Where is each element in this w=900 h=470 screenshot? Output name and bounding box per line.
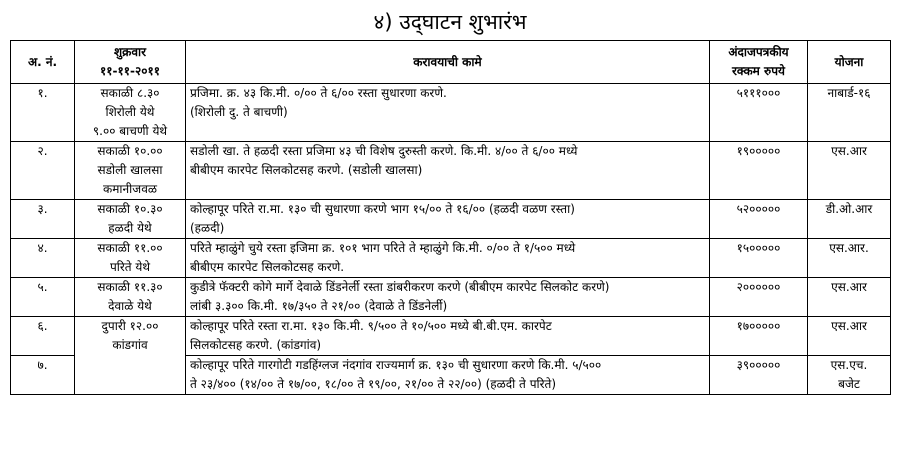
header-date bbox=[75, 41, 186, 84]
cell-amount: ५२००००० bbox=[710, 200, 808, 239]
header-date-value: ११-११-२०११ bbox=[100, 64, 160, 78]
cell-work: प्रजिमा. क्र. ४३ कि.मी. ०/०० ते ६/०० रस्ता सुधारणा करणे. (शिरोली दु. ते बाचणी) bbox=[186, 84, 710, 142]
cell-serial: ६. bbox=[11, 317, 75, 356]
cell-work: कुडीत्रे फॅक्टरी कोगे मार्गे देवाळे डिंडनेर्ली रस्ता डांबरीकरण करणे (बीबीएम कारपेट सिलकोट करणे) लांबी ३.३०० कि.मी. १७/३५० ते २१/०० (देवाळे ते डिंडनेर्ली) bbox=[186, 278, 710, 317]
cell-amount: १९००००० bbox=[710, 142, 808, 200]
cell-work: कोल्हापूर परिते रस्ता रा.मा. १३० कि.मी. ९/५०० ते १०/५०० मध्ये बी.बी.एम. कारपेट सिलकोटसह करणे. (कांडगांव) bbox=[186, 317, 710, 356]
works-table bbox=[10, 40, 891, 395]
cell-work: कोल्हापूर परिते रा.मा. १३० ची सुधारणा करणे भाग १५/०० ते १६/०० (हळदी वळण रस्ता) (हळदी) bbox=[186, 200, 710, 239]
cell-time: सकाळी ८.३० शिरोली येथे ९.०० बाचणी येथे bbox=[75, 84, 186, 142]
cell-work: परिते म्हाळुंगे चुये रस्ता इजिमा क्र. १०१ भाग परिते ते म्हाळुंगे कि.मी. ०/०० ते १/५०० मध्ये बीबीएम कारपेट सिलकोटसह करणे. bbox=[186, 239, 710, 278]
cell-scheme: एस.आर. bbox=[808, 239, 891, 278]
table-header-row bbox=[11, 41, 891, 84]
table-row bbox=[11, 239, 891, 278]
table-row bbox=[11, 278, 891, 317]
cell-time: सकाळी ११.०० परिते येथे bbox=[75, 239, 186, 278]
table-row bbox=[11, 200, 891, 239]
cell-scheme: नाबार्ड-१६ bbox=[808, 84, 891, 142]
table-row bbox=[11, 142, 891, 200]
cell-time-merged: दुपारी १२.०० कांडगांव bbox=[75, 317, 186, 395]
cell-serial: ५. bbox=[11, 278, 75, 317]
cell-time: सकाळी १०.३० हळदी येथे bbox=[75, 200, 186, 239]
header-serial: अ. नं. bbox=[11, 41, 75, 84]
cell-serial: ७. bbox=[11, 356, 75, 395]
cell-amount: ३९००००० bbox=[710, 356, 808, 395]
cell-serial: २. bbox=[11, 142, 75, 200]
cell-scheme: एस.आर bbox=[808, 142, 891, 200]
cell-scheme: एस.एच. बजेट bbox=[808, 356, 891, 395]
header-scheme: योजना bbox=[808, 41, 891, 84]
header-day: शुक्रवार bbox=[113, 45, 147, 59]
cell-time: सकाळी १०.०० सडोली खालसा कमानीजवळ bbox=[75, 142, 186, 200]
table-row bbox=[11, 317, 891, 356]
header-amount: अंदाजपत्रकीय रक्कम रुपये bbox=[710, 41, 808, 84]
header-works: करावयाची कामे bbox=[186, 41, 710, 84]
cell-work: सडोली खा. ते हळदी रस्ता प्रजिमा ४३ ची विशेष दुरुस्ती करणे. कि.मी. ४/०० ते ६/०० मध्ये बीबीएम कारपेट सिलकोटसह करणे. (सडोली खालसा) bbox=[186, 142, 710, 200]
cell-amount: २०००००० bbox=[710, 278, 808, 317]
cell-amount: १५००००० bbox=[710, 239, 808, 278]
cell-amount: ५१११००० bbox=[710, 84, 808, 142]
cell-scheme: एस.आर bbox=[808, 317, 891, 356]
cell-scheme: एस.आर bbox=[808, 278, 891, 317]
cell-time: सकाळी ११.३० देवाळे येथे bbox=[75, 278, 186, 317]
cell-amount: १७००००० bbox=[710, 317, 808, 356]
cell-serial: ४. bbox=[11, 239, 75, 278]
cell-work: कोल्हापूर परिते गारगोटी गडहिंग्लज नंदगांव राज्यमार्ग क्र. १३० ची सुधारणा करणे कि.मी. ५/५०० ते २३/४०० (१४/०० ते १७/००, १८/०० ते १९/००, २१/०० ते २२/००) (हळदी ते परिते) bbox=[186, 356, 710, 395]
cell-serial: ३. bbox=[11, 200, 75, 239]
page-title: ४) उद्‌घाटन शुभारंभ bbox=[373, 10, 527, 34]
cell-scheme: डी.ओ.आर bbox=[808, 200, 891, 239]
cell-serial: १. bbox=[11, 84, 75, 142]
table-row bbox=[11, 84, 891, 142]
